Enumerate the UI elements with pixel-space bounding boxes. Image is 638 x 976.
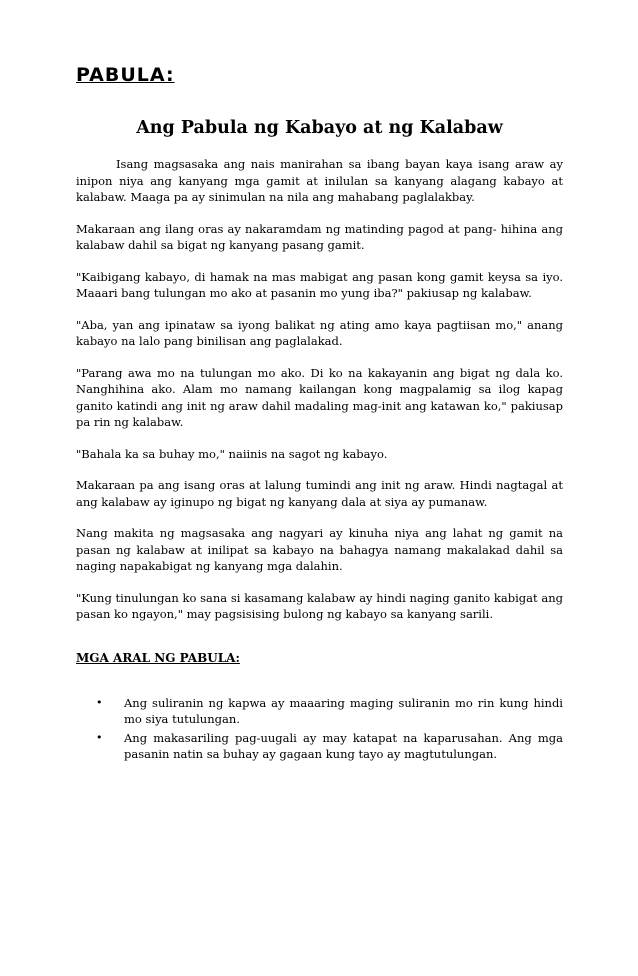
paragraph: Makaraan pa ang isang oras at lalung tumindi ang init ng araw. Hindi nagtagal at ang kalabaw ay iginupo ng bigat ng kanyang dala at siya ay pumanaw. <box>76 478 563 509</box>
paragraph: "Parang awa mo na tulungan mo ako. Di ko na kakayanin ang bigat ng dala ko. Nanghihina ako. Alam mo namang kailangan kong magpalamig sa ilog kapag ganito katindi ang init ng araw dahil madaling mag-init ang katawan ko," pakiusap pa rin ng kalabaw. <box>76 365 563 429</box>
lesson-text: Ang suliranin ng kapwa ay maaaring maging suliranin mo rin kung hindi mo siya tutulungan. <box>124 695 563 726</box>
lesson-text: Ang makasariling pag-uugali ay may katapat na kaparusahan. Ang mga pasanin natin sa buhay ay gagaan kung tayo ay magtutulungan. <box>124 730 563 761</box>
list-item <box>88 730 563 763</box>
paragraph: "Kung tinulungan ko sana si kasamang kalabaw ay hindi naging ganito kabigat ang pasan ko ngayon," may pagsisising bulong ng kabayo sa kanyang sarili. <box>76 590 563 621</box>
paragraph: "Bahala ka sa buhay mo," naiinis na sagot ng kabayo. <box>76 446 388 461</box>
lessons-list <box>76 695 563 763</box>
paragraph: Nang makita ng magsasaka ang nagyari ay kinuha niya ang lahat ng gamit na pasan ng kalabaw at inilipat sa kabayo na bahagya namang makalakad dahil sa naging napakabigat ng kanyang mga dalahin. <box>76 526 563 573</box>
bullet-icon: • <box>96 730 103 744</box>
list-item <box>88 695 563 728</box>
paragraph: "Aba, yan ang ipinataw sa iyong balikat ng ating amo kaya pagtiisan mo," anang kabayo na lalo pang binilisan ang paglalakad. <box>76 317 563 348</box>
document-page <box>76 62 563 765</box>
story-title: Ang Pabula ng Kabayo at ng Kalabaw <box>136 118 503 138</box>
story-body <box>76 156 563 623</box>
paragraph: "Kaibigang kabayo, di hamak na mas mabigat ang pasan kong gamit keysa sa iyo. Maaari bang tulungan mo ako at pasanin mo yung iba?" pakiusap ng kalabaw. <box>76 269 563 300</box>
paragraph: Isang magsasaka ang nais manirahan sa ibang bayan kaya isang araw ay inipon niya ang kanyang mga gamit at inilulan sa kanyang alagang kabayo at kalabaw. Maaga pa ay sinimulan na nila ang mahabang paglalakbay. <box>76 157 563 204</box>
section-label: PABULA: <box>76 64 175 86</box>
paragraph: Makaraan ang ilang oras ay nakaramdam ng matinding pagod at pang- hihina ang kalabaw dahil sa bigat ng kanyang pasang gamit. <box>76 221 563 252</box>
lessons-heading: MGA ARAL NG PABULA: <box>76 650 240 665</box>
bullet-icon: • <box>96 695 103 709</box>
